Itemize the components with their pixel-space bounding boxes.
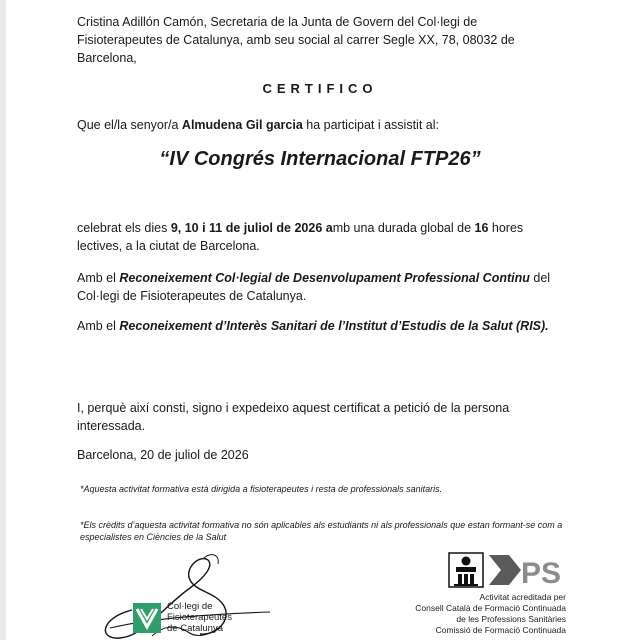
dates-text-2: mb una durada global de [332, 221, 475, 235]
college-logo [133, 597, 253, 640]
college-logo-line-1: Col·legi de [167, 601, 213, 612]
college-logo-text [167, 601, 232, 634]
intro-paragraph: Cristina Adillón Camón, Secretaria de la Junta de Govern del Col·legi de Fisioterapeutes de Catalunya, amb seu social al carrer Segle XX, 78, 08032 de Barcelona, [77, 15, 515, 65]
accreditation-line-2: Consell Català de Formació Continuada [415, 603, 566, 613]
recognition-1-suffix: del Col·legi de Fisioterapeutes de Catalunya. [77, 271, 551, 303]
dates-text-1: celebrat els dies [77, 221, 171, 235]
request-paragraph: I, perquè així consti, signo i expedeixo aquest certificat a petició de la persona interessada. [77, 401, 510, 433]
college-logo-line-2: Fisioterapeutes [167, 612, 232, 623]
footnote-credits: *Els crèdits d’aquesta activitat formativa no són aplicables als estudiants ni als professionals que estan formant-se com a especialistes en Ciències de la Salut [80, 520, 563, 542]
recognition-2-prefix: Amb el [77, 319, 120, 333]
recipient-line [77, 116, 577, 134]
college-logo-line-3: de Catalunya [167, 623, 223, 634]
event-title: “IV Congrés Internacional FTP26” [159, 148, 481, 170]
accreditation-logos [447, 547, 572, 593]
recipient-prefix: Que el/la senyor/a [77, 118, 182, 132]
college-logo-mark [133, 597, 163, 635]
place-date: Barcelona, 20 de juliol de 2026 [77, 448, 249, 462]
accreditation-line-1: Activitat acreditada per [479, 592, 566, 602]
recognition-paragraph-1 [77, 269, 572, 305]
accreditation-line-3: de les Professions Sanitàries [456, 614, 566, 624]
dates-text-3: hores lectives, a la ciutat de Barcelona. [77, 221, 524, 253]
ps-logo-letters: PS [521, 557, 562, 590]
recognition-2-title: Reconeixement d’Interès Sanitari de l’Institut d’Estudis de la Salut (RIS). [119, 319, 549, 333]
recipient-suffix: ha participat i assistit al: [302, 118, 439, 132]
ps-logo-icon [489, 555, 561, 590]
event-hours: 16 [474, 221, 489, 235]
recognition-1-title: Reconeixement Col·legial de Desenvolupament Professional Continu [119, 271, 530, 285]
certificate-heading: CERTIFICO [262, 81, 378, 96]
dates-paragraph [77, 219, 562, 255]
accreditation-line-4: Comissió de Formació Continuada [435, 625, 566, 635]
footnote-audience: *Aquesta activitat formativa està dirigida a fisioterapeutes i resta de professionals sanitaris. [80, 484, 443, 494]
recognition-1-prefix: Amb el [77, 271, 120, 285]
recipient-name: Almudena Gil garcia [181, 118, 303, 132]
accreditation-text [400, 592, 566, 636]
government-seal-icon [449, 553, 483, 587]
recognition-paragraph-2 [77, 317, 572, 335]
event-days: 9, 10 i 11 de juliol de 2026 a [170, 221, 333, 235]
